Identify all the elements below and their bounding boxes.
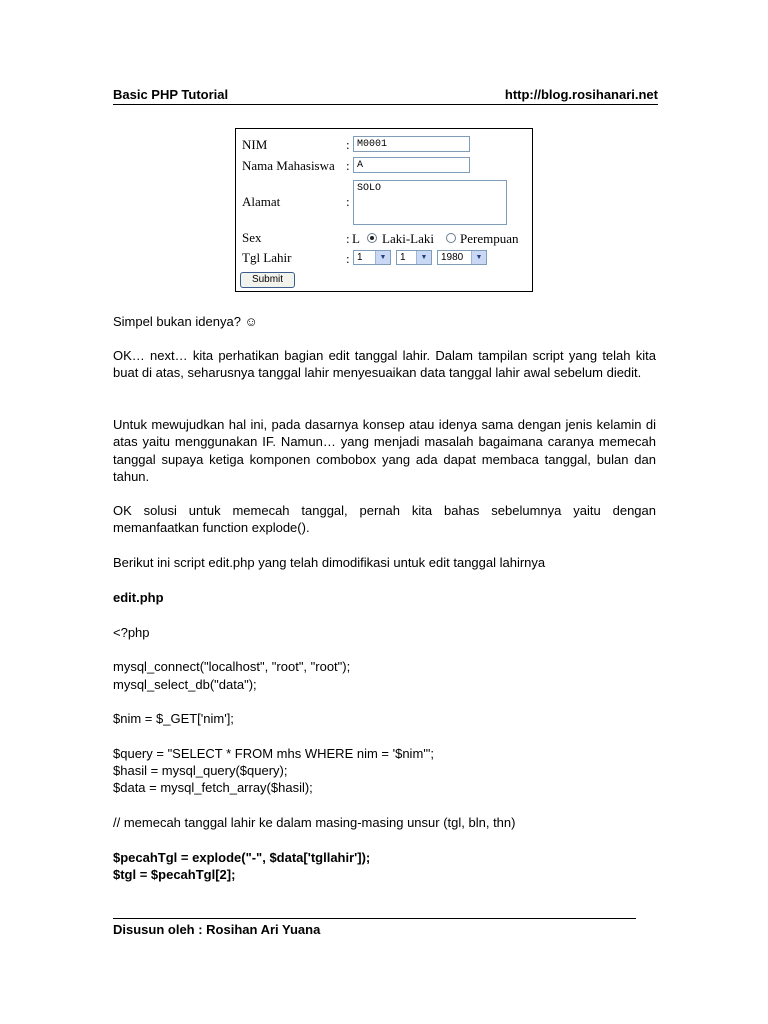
tgl-colon: : [346, 251, 350, 266]
paragraph-1: Simpel bukan idenya? ☺ [113, 314, 258, 329]
nama-colon: : [346, 158, 350, 173]
sex-colon: : [346, 231, 350, 246]
nim-colon: : [346, 137, 350, 152]
footer-divider [113, 918, 636, 919]
month-select[interactable] [396, 250, 432, 265]
code-line: mysql_connect("localhost", "root", "root"); [113, 659, 351, 674]
code-line: $hasil = mysql_query($query); [113, 763, 288, 778]
code-line: <?php [113, 625, 150, 640]
code-comment: // memecah tanggal lahir ke dalam masing-masing unsur (tgl, bln, thn) [113, 815, 516, 830]
tgl-label: Tgl Lahir [242, 250, 292, 265]
radio-perempuan[interactable] [446, 233, 456, 243]
year-select[interactable] [437, 250, 487, 265]
paragraph-3: Untuk mewujudkan hal ini, pada dasarnya konsep atau idenya sama dengan jenis kelamin di atas yaitu menggunakan IF. Namun… yang menjadi masalah bagaimana caranya memecah tanggal supaya ketiga komponen combobox yang ada dapat membaca tanggal, bulan dan tahun. [113, 417, 656, 484]
filename-heading: edit.php [113, 590, 164, 605]
code-line-bold: $tgl = $pecahTgl[2]; [113, 867, 236, 882]
alamat-textarea[interactable]: SOLO [353, 180, 507, 225]
header-title: Basic PHP Tutorial [113, 87, 229, 102]
code-line: $data = mysql_fetch_array($hasil); [113, 780, 313, 795]
radio-laki-laki-label: Laki-Laki [382, 231, 434, 246]
day-select-value: 1 [357, 252, 363, 263]
nim-input[interactable]: M0001 [353, 136, 470, 152]
paragraph-2: OK… next… kita perhatikan bagian edit tanggal lahir. Dalam tampilan script yang telah kita buat di atas, seharusnya tanggal lahir menyesuaikan data tanggal lahir awal sebelum diedit. [113, 348, 656, 381]
alamat-colon: : [346, 194, 350, 209]
code-line: $query = "SELECT * FROM mhs WHERE nim = '$nim'"; [113, 746, 434, 761]
sex-label: Sex [242, 230, 262, 245]
chevron-down-icon: ▼ [375, 251, 390, 264]
submit-button[interactable]: Submit [240, 272, 295, 288]
chevron-down-icon: ▼ [471, 251, 486, 264]
form-screenshot [235, 128, 533, 292]
day-select[interactable] [353, 250, 391, 265]
year-select-value: 1980 [441, 252, 464, 263]
page-header [113, 86, 658, 105]
nama-input[interactable]: A [353, 157, 470, 173]
radio-laki-laki[interactable] [367, 233, 377, 243]
header-url: http://blog.rosihanari.net [504, 87, 658, 102]
code-line: $nim = $_GET['nim']; [113, 711, 234, 726]
paragraph-5: Berikut ini script edit.php yang telah dimodifikasi untuk edit tanggal lahirnya [113, 555, 546, 570]
nama-label: Nama Mahasiswa [242, 158, 335, 173]
radio-perempuan-label: Perempuan [460, 231, 519, 246]
footer-author: Disusun oleh : Rosihan Ari Yuana [113, 922, 321, 937]
code-line: mysql_select_db("data"); [113, 677, 257, 692]
alamat-label: Alamat [242, 194, 281, 209]
month-select-value: 1 [400, 252, 406, 263]
paragraph-4: OK solusi untuk memecah tanggal, pernah kita bahas sebelumnya yaitu dengan memanfaatkan function explode(). [113, 503, 656, 536]
nim-label: NIM [242, 137, 268, 152]
chevron-down-icon: ▼ [416, 251, 431, 264]
code-line-bold: $pecahTgl = explode("-", $data['tgllahir']); [113, 850, 371, 865]
sex-prefix: L [352, 231, 360, 246]
